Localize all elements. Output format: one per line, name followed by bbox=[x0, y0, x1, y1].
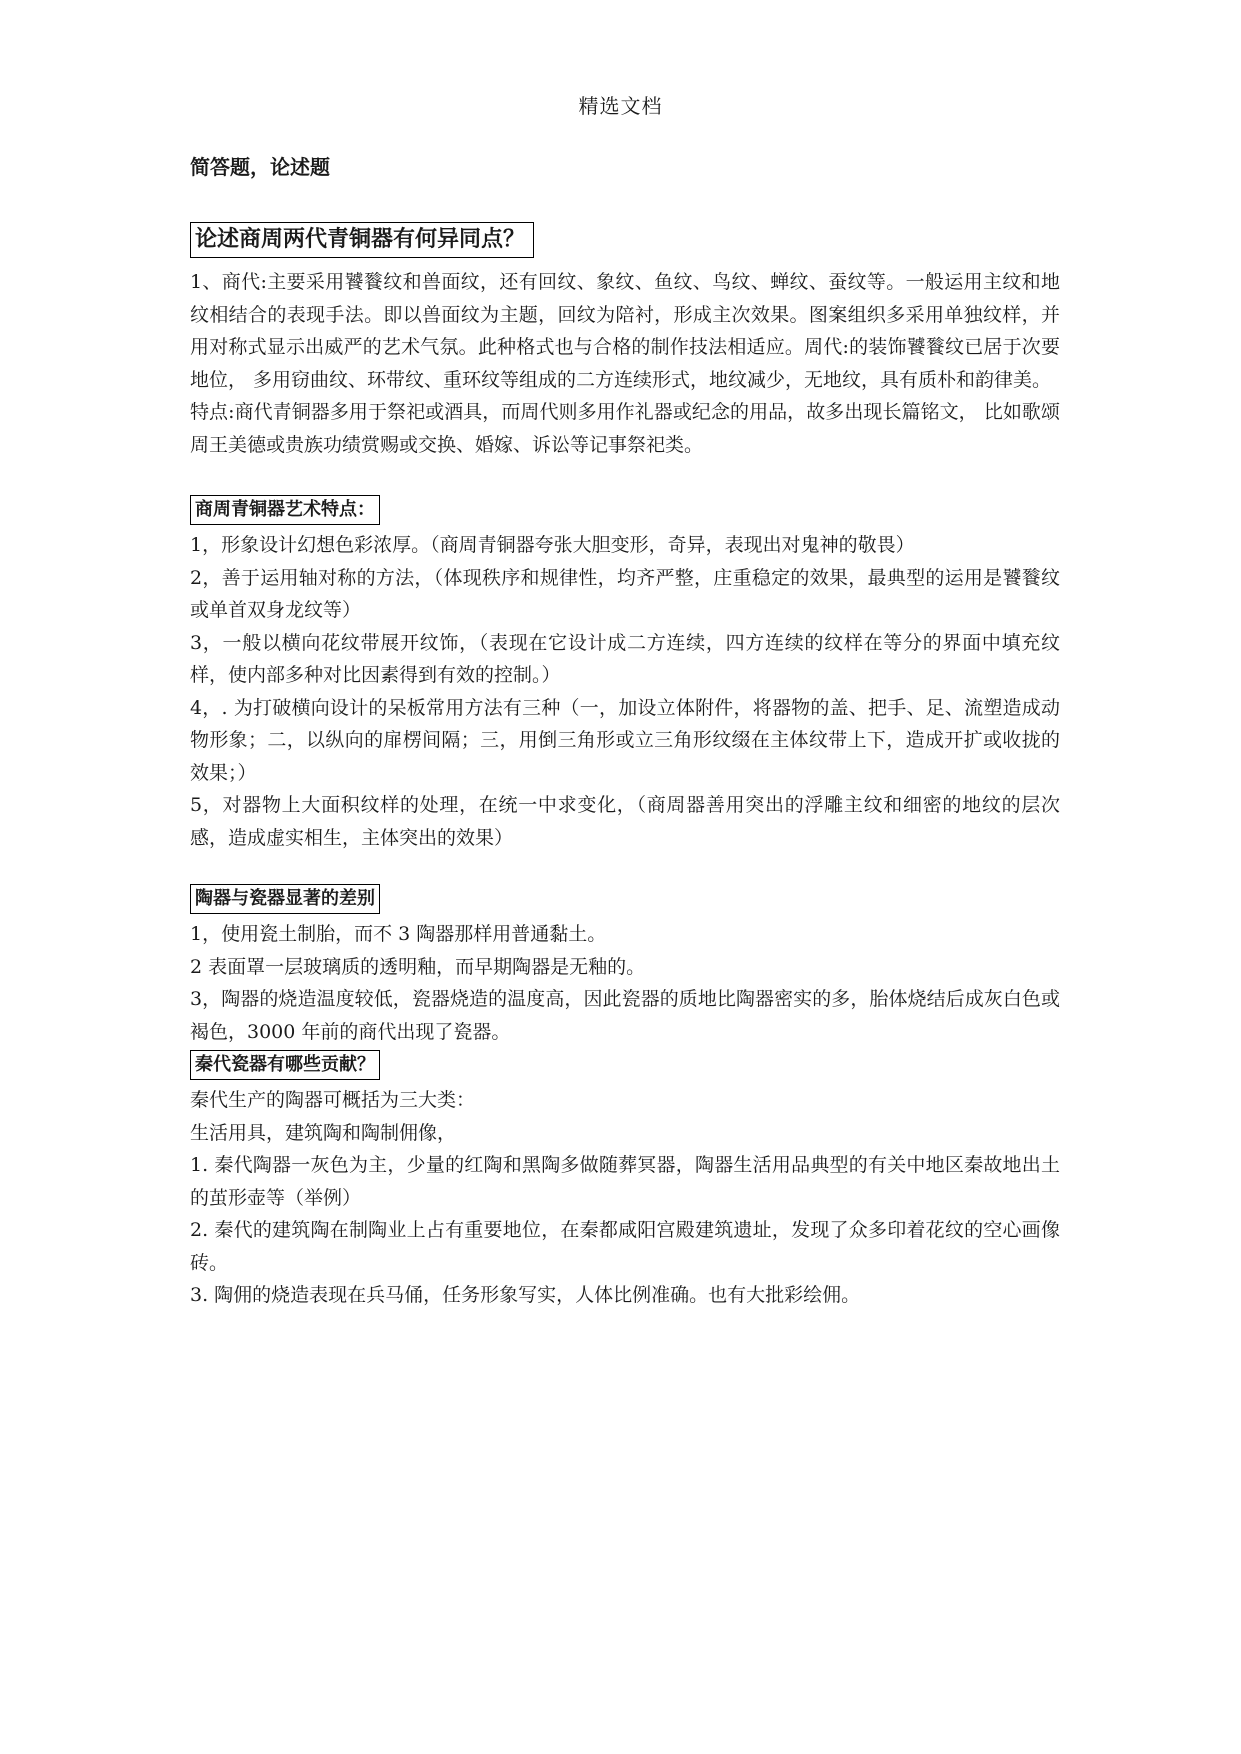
section-bronze-art-features bbox=[190, 495, 1060, 854]
paragraph: 2，善于运用轴对称的方法，（体现秩序和规律性，均齐严整，庄重稳定的效果，最典型的运用是饕餮纹或单首双身龙纹等） bbox=[190, 566, 1060, 621]
section-bronze-comparison bbox=[190, 222, 1060, 461]
paragraph: 1，形象设计幻想色彩浓厚。（商周青铜器夸张大胆变形，奇异，表现出对鬼神的敬畏） bbox=[190, 534, 915, 556]
section-pottery-vs-porcelain bbox=[190, 884, 1060, 1048]
paragraph: 2 表面罩一层玻璃质的透明釉，而早期陶器是无釉的。 bbox=[190, 955, 646, 978]
section-title: 陶器与瓷器显著的差别 bbox=[190, 884, 380, 914]
section-title: 商周青铜器艺术特点： bbox=[190, 495, 380, 525]
section-gap bbox=[190, 461, 1060, 495]
document-content bbox=[190, 150, 1060, 1312]
paragraph: 1、商代:主要采用饕餮纹和兽面纹，还有回纹、象纹、鱼纹、鸟纹、蝉纹、蚕纹等。一般运用主纹和地纹相结合的表现手法。即以兽面纹为主题，回纹为陪衬，形成主次效果。图案组织多采用单独纹样，并用对称式显示出威严的艺术气氛。此种格式也与合格的制作技法相适应。周代:的装饰饕餮纹已居于次要地位， 多用窃曲纹、环带纹、重环纹等组成的二方连续形式，地纹减少，无地纹，具有质朴和韵律美。 bbox=[190, 271, 1060, 391]
paragraph: 5，对器物上大面积纹样的处理，在统一中求变化，（商周器善用突出的浮雕主纹和细密的地纹的层次感，造成虚实相生，主体突出的效果） bbox=[190, 794, 1060, 849]
paragraph: 特点:商代青铜器多用于祭祀或酒具，而周代则多用作礼器或纪念的用品，故多出现长篇铭文， 比如歌颂周王美德或贵族功绩赏赐或交换、婚嫁、诉讼等记事祭祀类。 bbox=[190, 401, 1060, 456]
paragraph: 1，使用瓷土制胎，而不 3 陶器那样用普通黏土。 bbox=[190, 923, 607, 945]
document-heading: 简答题，论述题 bbox=[190, 155, 330, 179]
paragraph: 4，. 为打破横向设计的呆板常用方法有三种（一，加设立体附件，将器物的盖、把手、足、流塑造成动物形象；二，以纵向的扉楞间隔；三，用倒三角形或立三角形纹缀在主体纹带上下，造成开扩或收拢的效果；） bbox=[190, 696, 1060, 784]
paragraph: 秦代生产的陶器可概括为三大类： bbox=[190, 1089, 476, 1111]
paragraph: 2. 秦代的建筑陶在制陶业上占有重要地位，在秦都咸阳宫殿建筑遗址，发现了众多印着花纹的空心画像砖。 bbox=[190, 1219, 1060, 1274]
paragraph: 3，陶器的烧造温度较低，瓷器烧造的温度高，因此瓷器的质地比陶器密实的多，胎体烧结后成灰白色或褐色，3000 年前的商代出现了瓷器。 bbox=[190, 988, 1060, 1043]
paragraph: 3，一般以横向花纹带展开纹饰，（表现在它设计成二方连续，四方连续的纹样在等分的界面中填充纹样，使内部多种对比因素得到有效的控制。） bbox=[190, 631, 1060, 686]
paragraph: 3. 陶佣的烧造表现在兵马俑，任务形象写实，人体比例准确。也有大批彩绘佣。 bbox=[190, 1284, 861, 1306]
section-qin-ceramics bbox=[190, 1050, 1060, 1312]
section-title: 论述商周两代青铜器有何异同点？ bbox=[190, 222, 534, 258]
page-header-title: 精选文档 bbox=[578, 94, 663, 118]
section-title: 秦代瓷器有哪些贡献？ bbox=[190, 1050, 380, 1080]
paragraph: 1. 秦代陶器一灰色为主，少量的红陶和黑陶多做随葬冥器，陶器生活用品典型的有关中地区秦故地出土的茧形壶等（举例） bbox=[190, 1154, 1060, 1209]
section-gap bbox=[190, 854, 1060, 884]
paragraph: 生活用具，建筑陶和陶制佣像， bbox=[190, 1121, 457, 1144]
